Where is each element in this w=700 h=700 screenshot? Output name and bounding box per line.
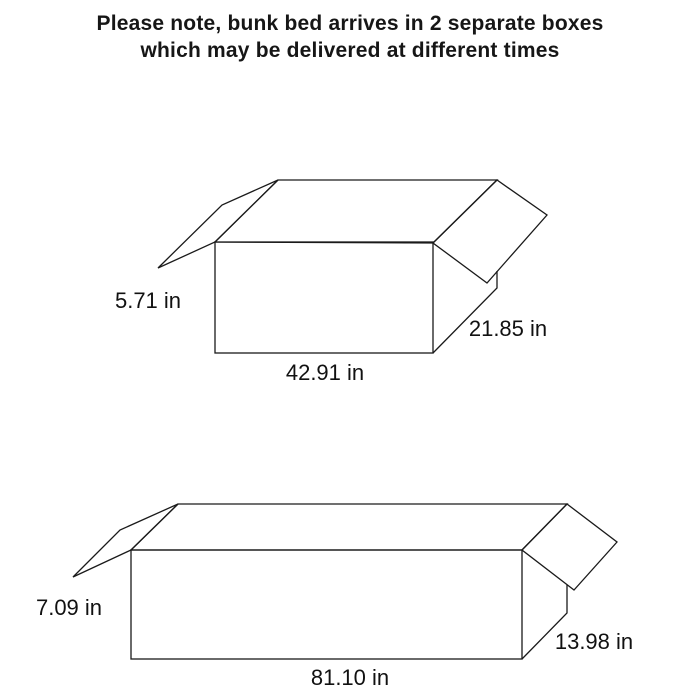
box1-depth-label: 21.85 in bbox=[468, 316, 548, 341]
box2-width-label: 81.10 in bbox=[310, 665, 390, 690]
box2-top-face bbox=[131, 504, 567, 550]
box2-depth-label: 13.98 in bbox=[554, 629, 634, 654]
box2-front-face bbox=[131, 550, 522, 659]
box1-drawing bbox=[115, 180, 547, 385]
box1-right-flap bbox=[433, 180, 547, 283]
box1-height-label: 5.71 in bbox=[114, 288, 182, 313]
box2-left-flap bbox=[73, 504, 178, 577]
box2-height-label: 7.09 in bbox=[35, 595, 103, 620]
box2-right-flap bbox=[522, 504, 617, 590]
shipping-note-line1: Please note, bunk bed arrives in 2 separate boxes bbox=[96, 12, 604, 35]
shipping-note-line2: which may be delivered at different times bbox=[140, 39, 560, 62]
box1-front-face bbox=[215, 242, 433, 353]
box2-drawing bbox=[36, 504, 633, 690]
box1-width-label: 42.91 in bbox=[285, 360, 365, 385]
box1-left-flap bbox=[158, 180, 278, 268]
